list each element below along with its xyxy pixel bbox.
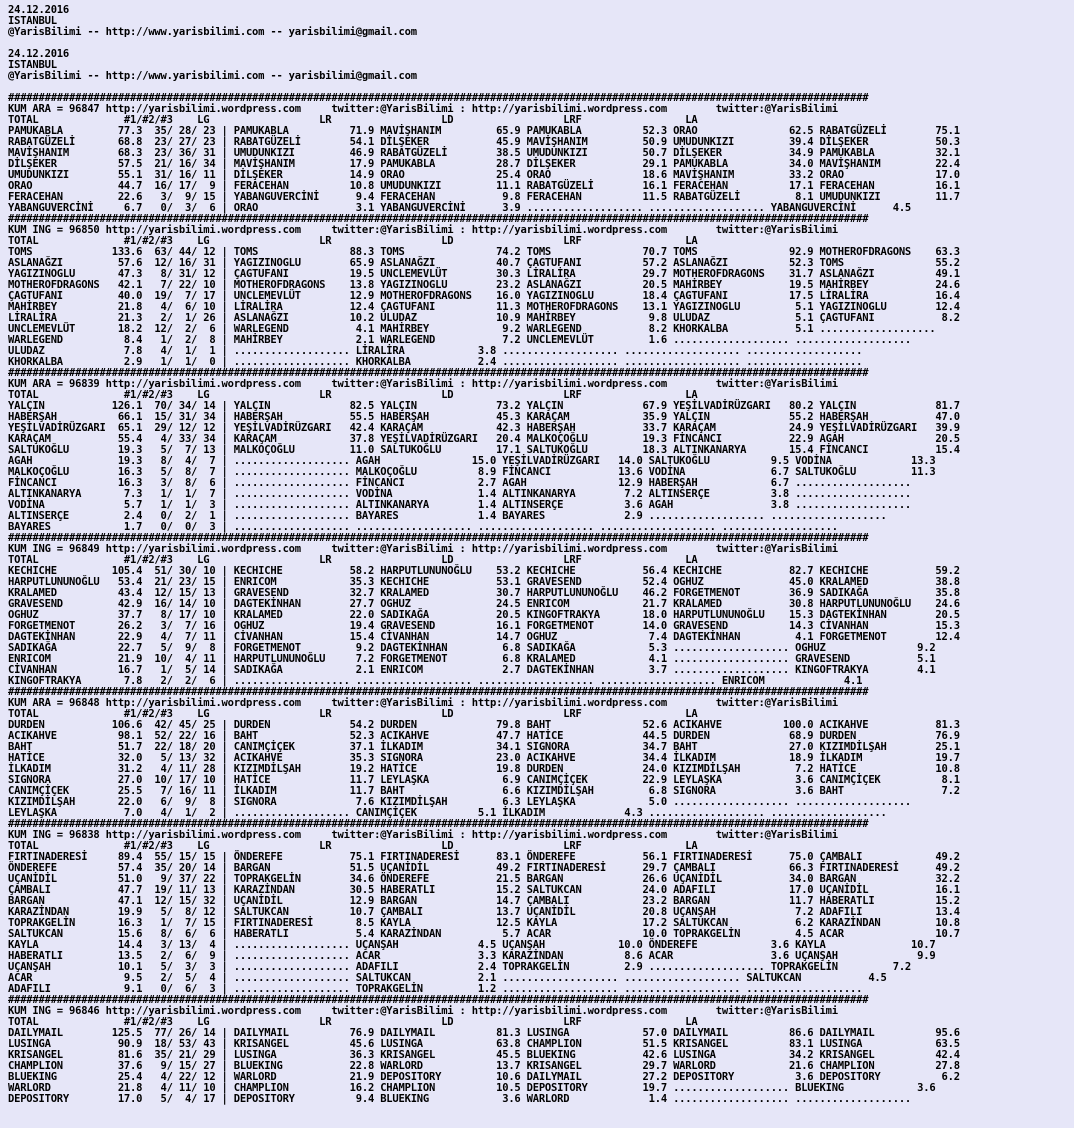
result-row: KRALAMED 43.4 12/ 15/ 13 | GRAVESEND 32.7 KRALAMED 30.7 HARPUTLUNUNOĞLU 46.2 FORGETMENOT 36.9 SADIKAĞA 35.8 <box>8 587 960 599</box>
result-row: KRISANGEL 81.6 35/ 21/ 29 | LUSINGA 36.3 KRISANGEL 45.5 BLUEKING 42.6 LUSINGA 34.2 KRISANGEL 42.4 <box>8 1049 960 1061</box>
result-row: FERACEHAN 22.6 3/ 9/ 15 | YABANGUVERCİNİ 9.4 FERACEHAN 9.8 FERACEHAN 11.5 RABATGÜZELİ 8.1 UMUDUNKIZI 11.7 <box>8 191 960 203</box>
report-contact: @YarisBilimi -- http://www.yarisbilimi.com -- yarisbilimi@gmail.com <box>8 26 417 38</box>
result-row: SALTUKOĞLU 19.3 5/ 7/ 13 | MALKOÇOĞLU 11.0 SALTUKOĞLU 17.1 SALTUKOĞLU 18.3 ALTINKANARYA 15.4 FİNCANCI 15.4 <box>8 444 960 456</box>
result-row: ALTINSERÇE 2.4 0/ 2/ 1 | ................... BAYARES 1.4 BAYARES 2.9 ................... ................... <box>8 510 887 522</box>
section-separator: ############################################################################################################################################# <box>8 92 869 104</box>
result-row: HABERATLI 13.5 2/ 6/ 9 | ................... ACAR 3.3 KARAZİNDAN 8.6 ACAR 3.6 UÇANŞAH 9.9 <box>8 950 936 962</box>
result-row: UNCLEMEVLÜT 18.2 12/ 2/ 6 | WARLEGEND 4.1 MAHİRBEY 9.2 WARLEGEND 8.2 KHORKALBA 5.1 ................... <box>8 323 936 335</box>
result-row: RABATGÜZELİ 68.8 23/ 27/ 23 | RABATGÜZELİ 54.1 DİLŞEKER 45.9 MAVİŞHANIM 50.9 UMUDUNKIZI 39.4 DİLŞEKER 50.3 <box>8 136 960 148</box>
result-row: WARLORD 21.8 4/ 11/ 10 | CHAMPLION 16.2 CHAMPLION 10.5 DEPOSITORY 19.7 ................... BLUEKING 3.6 <box>8 1082 936 1094</box>
column-header: TOTAL #1/#2/#3 LG LR LD LRF LA <box>8 554 698 566</box>
result-row: DİLŞEKER 57.5 21/ 16/ 34 | MAVİŞHANIM 17.9 PAMUKABLA 28.7 DİLŞEKER 29.1 PAMUKABLA 34.0 MAVİŞHANIM 22.4 <box>8 158 960 170</box>
result-row: ORAO 44.7 16/ 17/ 9 | FERACEHAN 10.8 UMUDUNKIZI 11.1 RABATGÜZELİ 16.1 FERACEHAN 17.1 FERACEHAN 16.1 <box>8 180 960 192</box>
report-contact: @YarisBilimi -- http://www.yarisbilimi.com -- yarisbilimi@gmail.com <box>8 70 417 82</box>
section-separator: ############################################################################################################################################# <box>8 818 869 830</box>
result-row: FIRTINADERESİ 89.4 55/ 15/ 15 | ÖNDEREFE 75.1 FIRTINADERESİ 83.1 ÖNDEREFE 56.1 FIRTINADERESİ 75.0 ÇAMBALI 49.2 <box>8 851 960 863</box>
result-row: BAYARES 1.7 0/ 0/ 3 | ................... ................... ................... ................... ................... <box>8 521 838 533</box>
result-row: TOPRAKGELİN 16.3 1/ 7/ 15 | FIRTINADERESİ 8.5 KAYLA 12.5 KAYLA 17.2 SALTUKCAN 6.2 KARAZİNDAN 10.8 <box>8 917 960 929</box>
result-row: UÇANŞAH 10.1 5/ 3/ 3 | ................... ADAFILI 2.4 TOPRAKGELİN 2.9 ................... TOPRAKGELİN 7.2 <box>8 961 912 973</box>
result-row: PAMUKABLA 77.3 35/ 28/ 23 | PAMUKABLA 71.9 MAVİŞHANIM 65.9 PAMUKABLA 52.3 ORAO 62.5 RABATGÜZELİ 75.1 <box>8 125 960 137</box>
report-date: 24.12.2016 <box>8 4 70 16</box>
column-header: TOTAL #1/#2/#3 LG LR LD LRF LA <box>8 840 698 852</box>
result-row: FİNCANCI 16.3 3/ 8/ 6 | ................... FİNCANCI 2.7 AGAH 12.9 HABERŞAH 6.7 ................... <box>8 477 912 489</box>
result-row: CHAMPLION 37.6 9/ 15/ 27 | BLUEKING 22.8 WARLORD 13.7 KRISANGEL 29.7 WARLORD 21.6 CHAMPLION 27.8 <box>8 1060 960 1072</box>
race-header: KUM ARA = 96847 http://yarisbilimi.wordpress.com twitter:@YarisBilimi : http://yarisbilimi.wordpress.com twitter:@YarisBilimi <box>8 103 838 115</box>
result-row: DAGTEKİNHAN 22.9 4/ 7/ 11 | CİVANHAN 15.4 CİVANHAN 14.7 OGHUZ 7.4 DAGTEKİNHAN 4.1 FORGETMENOT 12.4 <box>8 631 960 643</box>
section-separator: ############################################################################################################################################# <box>8 367 869 379</box>
result-row: DURDEN 106.6 42/ 45/ 25 | DURDEN 54.2 DURDEN 79.8 BAHT 52.6 ACIKAHVE 100.0 ACIKAHVE 81.3 <box>8 719 960 731</box>
result-row: KARAÇAM 55.4 4/ 33/ 34 | KARAÇAM 37.8 YEŞİLVADİRÜZGARI 20.4 MALKOÇOĞLU 19.3 FİNCANCI 22.9 AGAH 20.5 <box>8 433 960 445</box>
result-row: WARLEGEND 8.4 1/ 2/ 8 | MAHİRBEY 2.1 WARLEGEND 7.2 UNCLEMEVLÜT 1.6 ................... ................... <box>8 334 912 346</box>
report-date: 24.12.2016 <box>8 48 70 60</box>
result-row: SALTUKCAN 15.6 8/ 6/ 6 | HABERATLI 5.4 KARAZİNDAN 5.7 ACAR 10.0 TOPRAKGELİN 4.5 ACAR 10.7 <box>8 928 960 940</box>
race-header: KUM ING = 96849 http://yarisbilimi.wordpress.com twitter:@YarisBilimi : http://yarisbilimi.wordpress.com twitter:@YarisBilimi <box>8 543 838 555</box>
result-row: VODİNA 5.7 1/ 1/ 3 | ................... ALTINKANARYA 1.4 ALTINSERÇE 3.6 AGAH 3.8 ................... <box>8 499 912 511</box>
result-row: LUSINGA 90.9 18/ 53/ 43 | KRISANGEL 45.6 LUSINGA 63.8 CHAMPLION 51.5 KRISANGEL 83.1 LUSINGA 63.5 <box>8 1038 960 1050</box>
result-row: KAYLA 14.4 3/ 13/ 4 | ................... UÇANŞAH 4.5 UÇANŞAH 10.0 ÖNDEREFE 3.6 KAYLA 10.7 <box>8 939 936 951</box>
result-row: ACAR 9.5 2/ 5/ 4 | ................... SALTUKCAN 2.1 ................... ................... SALTUKCAN 4.5 <box>8 972 887 984</box>
result-row: ACIKAHVE 98.1 52/ 22/ 16 | BAHT 52.3 ACIKAHVE 47.7 HATİCE 44.5 DURDEN 68.9 DURDEN 76.9 <box>8 730 960 742</box>
result-row: BLUEKING 25.4 4/ 22/ 12 | WARLORD 21.9 DEPOSITORY 10.6 DAILYMAIL 27.2 DEPOSITORY 3.6 DEPOSITORY 6.2 <box>8 1071 960 1083</box>
result-row: MOTHEROFDRAGONS 42.1 7/ 22/ 10 | MOTHEROFDRAGONS 13.8 YAGIZINOGLU 23.2 ASLANAĞZI 20.5 MAHİRBEY 19.5 MAHİRBEY 24.6 <box>8 279 960 291</box>
result-row: HATİCE 32.0 5/ 13/ 32 | ACIKAHVE 35.3 SIGNORA 23.0 ACIKAHVE 34.4 İLKADIM 18.9 İLKADIM 19.7 <box>8 752 960 764</box>
result-row: SADIKAĞA 22.7 5/ 9/ 8 | FORGETMENOT 9.2 DAGTEKİNHAN 6.8 SADIKAĞA 5.3 ................... OGHUZ 9.2 <box>8 642 936 654</box>
result-row: İLKADIM 31.2 4/ 11/ 28 | KIZIMDİLŞAH 19.2 HATİCE 19.8 DURDEN 24.0 KIZIMDİLŞAH 7.2 HATİCE 10.8 <box>8 763 960 775</box>
result-row: ADAFILI 9.1 0/ 6/ 3 | ................... TOPRAKGELİN 1.2 ................... ................... ................... <box>8 983 863 995</box>
result-row: AGAH 19.3 8/ 4/ 7 | ................... AGAH 15.0 YEŞİLVADİRÜZGARI 14.0 SALTUKOĞLU 9.5 VODİNA 13.3 <box>8 455 936 467</box>
result-row: ASLANAĞZI 57.6 12/ 16/ 31 | YAGIZINOGLU 65.9 ASLANAĞZI 40.7 ÇAGTUFANI 57.2 ASLANAĞZI 52.3 TOMS 55.2 <box>8 257 960 269</box>
report-city: ISTANBUL <box>8 59 57 71</box>
column-header: TOTAL #1/#2/#3 LG LR LD LRF LA <box>8 1016 698 1028</box>
section-separator: ############################################################################################################################################# <box>8 213 869 225</box>
result-row: YALÇIN 126.1 70/ 34/ 14 | YALÇIN 82.5 YALÇIN 73.2 YALÇIN 67.9 YEŞİLVADİRÜZGARI 80.2 YALÇIN 81.7 <box>8 400 960 412</box>
result-row: ULUDAZ 7.8 4/ 1/ 1 | ................... LİRALİRA 3.8 ................... ................... ................... <box>8 345 863 357</box>
result-row: MALKOÇOĞLU 16.3 5/ 8/ 7 | ................... MALKOÇOĞLU 8.9 FİNCANCI 13.6 VODİNA 6.7 SALTUKOĞLU 11.3 <box>8 466 936 478</box>
result-row: YABANGUVERCİNİ 6.7 0/ 3/ 6 | ORAO 3.1 YABANGUVERCİNİ 3.9 ................... ................... YABANGUVERCİNİ 4.5 <box>8 202 912 214</box>
race-header: KUM ARA = 96839 http://yarisbilimi.wordpress.com twitter:@YarisBilimi : http://yarisbilimi.wordpress.com twitter:@YarisBilimi <box>8 378 838 390</box>
section-separator: ############################################################################################################################################# <box>8 532 869 544</box>
column-header: TOTAL #1/#2/#3 LG LR LD LRF LA <box>8 114 698 126</box>
result-row: UÇANİDİL 51.0 9/ 37/ 22 | TOPRAKGELİN 34.6 ÖNDEREFE 21.5 BARGAN 26.6 UÇANİDİL 34.0 BARGAN 32.2 <box>8 873 960 885</box>
result-row: HABERŞAH 66.1 15/ 31/ 34 | HABERŞAH 55.5 HABERŞAH 45.3 KARAÇAM 35.9 YALÇIN 55.2 HABERŞAH 47.0 <box>8 411 960 423</box>
result-row: MAVİŞHANIM 68.3 23/ 36/ 31 | UMUDUNKIZI 46.9 RABATGÜZELİ 38.5 UMUDUNKIZI 50.7 DİLŞEKER 34.9 PAMUKABLA 32.1 <box>8 147 960 159</box>
race-header: KUM ING = 96838 http://yarisbilimi.wordpress.com twitter:@YarisBilimi : http://yarisbilimi.wordpress.com twitter:@YarisBilimi <box>8 829 838 841</box>
result-row: FORGETMENOT 26.2 3/ 7/ 16 | OGHUZ 19.4 GRAVESEND 16.1 FORGETMENOT 14.0 GRAVESEND 14.3 CİVANHAN 15.3 <box>8 620 960 632</box>
column-header: TOTAL #1/#2/#3 LG LR LD LRF LA <box>8 235 698 247</box>
result-row: OGHUZ 37.7 8/ 17/ 10 | KRALAMED 22.0 SADIKAĞA 20.5 KINGOFTRAKYA 18.0 HARPUTLUNUNOĞLU 15.3 DAGTEKİNHAN 20.5 <box>8 609 960 621</box>
result-row: ÇAMBALI 47.7 19/ 11/ 13 | KARAZİNDAN 30.5 HABERATLI 15.2 SALTUKCAN 24.0 ADAFILI 17.0 UÇANİDİL 16.1 <box>8 884 960 896</box>
race-header: KUM ING = 96850 http://yarisbilimi.wordpress.com twitter:@YarisBilimi : http://yarisbilimi.wordpress.com twitter:@YarisBilimi <box>8 224 838 236</box>
result-row: ALTINKANARYA 7.3 1/ 1/ 7 | ................... VODİNA 1.4 ALTINKANARYA 7.2 ALTINSERÇE 3.8 ................... <box>8 488 912 500</box>
result-row: KARAZİNDAN 19.9 5/ 8/ 12 | SALTUKCAN 10.7 ÇAMBALI 13.7 UÇANİDİL 20.8 UÇANŞAH 7.2 ADAFILI 13.4 <box>8 906 960 918</box>
result-row: DAILYMAIL 125.5 77/ 26/ 14 | DAILYMAIL 76.9 DAILYMAIL 81.3 LUSINGA 57.0 DAILYMAIL 86.6 DAILYMAIL 95.6 <box>8 1027 960 1039</box>
result-row: KECHICHE 105.4 51/ 30/ 10 | KECHICHE 58.2 HARPUTLUNUNOĞLU 53.2 KECHICHE 56.4 KECHICHE 82.7 KECHICHE 59.2 <box>8 565 960 577</box>
result-row: ENRICOM 21.9 10/ 4/ 11 | HARPUTLUNUNOĞLU 7.2 FORGETMENOT 6.8 KRALAMED 4.1 ................... GRAVESEND 5.1 <box>8 653 936 665</box>
section-separator: ############################################################################################################################################# <box>8 994 869 1006</box>
section-separator: ############################################################################################################################################# <box>8 686 869 698</box>
result-row: MAHİRBEY 21.8 4/ 6/ 10 | LİRALİRA 12.4 ÇAGTUFANI 11.3 MOTHEROFDRAGONS 13.1 YAGIZINOGLU 5.1 YAGIZINOGLU 12.4 <box>8 301 960 313</box>
result-row: YAGIZINOGLU 47.3 8/ 31/ 12 | ÇAGTUFANI 19.5 UNCLEMEVLÜT 30.3 LİRALİRA 29.7 MOTHEROFDRAGONS 31.7 ASLANAĞZI 49.1 <box>8 268 960 280</box>
result-row: GRAVESEND 42.9 16/ 14/ 10 | DAGTEKİNHAN 27.7 OGHUZ 24.5 ENRICOM 21.7 KRALAMED 30.8 HARPUTLUNUNOĞLU 24.6 <box>8 598 960 610</box>
result-row: BAHT 51.7 22/ 18/ 20 | CANIMÇİÇEK 37.1 İLKADIM 34.1 SIGNORA 34.7 BAHT 27.0 KIZIMDİLŞAH 25.1 <box>8 741 960 753</box>
result-row: LEYLAŞKA 7.0 4/ 1/ 2 | ................... CANIMÇİÇEK 5.1 İLKADIM 4.3 ................... ................... <box>8 807 887 819</box>
race-header: KUM ING = 96846 http://yarisbilimi.wordpress.com twitter:@YarisBilimi : http://yarisbilimi.wordpress.com twitter:@YarisBilimi <box>8 1005 838 1017</box>
result-row: BARGAN 47.1 12/ 15/ 32 | UÇANİDİL 12.9 BARGAN 14.7 ÇAMBALI 23.2 BARGAN 11.7 HABERATLI 15.2 <box>8 895 960 907</box>
result-row: TOMS 133.6 63/ 44/ 12 | TOMS 88.3 TOMS 74.2 TOMS 70.7 TOMS 92.9 MOTHEROFDRAGONS 63.3 <box>8 246 960 258</box>
result-row: CANIMÇİÇEK 25.5 7/ 16/ 11 | İLKADIM 11.7 BAHT 6.6 KIZIMDİLŞAH 6.8 SIGNORA 3.6 BAHT 7.2 <box>8 785 960 797</box>
result-row: HARPUTLUNUNOĞLU 53.4 21/ 23/ 15 | ENRICOM 35.3 KECHICHE 53.1 GRAVESEND 52.4 OGHUZ 45.0 KRALAMED 38.8 <box>8 576 960 588</box>
column-header: TOTAL #1/#2/#3 LG LR LD LRF LA <box>8 708 698 720</box>
race-header: KUM ARA = 96848 http://yarisbilimi.wordpress.com twitter:@YarisBilimi : http://yarisbilimi.wordpress.com twitter:@YarisBilimi <box>8 697 838 709</box>
column-header: TOTAL #1/#2/#3 LG LR LD LRF LA <box>8 389 698 401</box>
result-row: LİRALİRA 21.3 2/ 1/ 26 | ASLANAĞZI 10.2 ULUDAZ 10.9 MAHİRBEY 9.8 ULUDAZ 5.1 ÇAGTUFANI 8.2 <box>8 312 960 324</box>
result-row: KIZIMDİLŞAH 22.0 6/ 9/ 8 | SIGNORA 7.6 KIZIMDİLŞAH 6.3 LEYLAŞKA 5.0 ................... ................... <box>8 796 912 808</box>
result-row: UMUDUNKIZI 55.1 31/ 16/ 11 | DİLŞEKER 14.9 ORAO 25.4 ORAO 18.6 MAVİŞHANIM 33.2 ORAO 17.0 <box>8 169 960 181</box>
report-city: ISTANBUL <box>8 15 57 27</box>
result-row: SIGNORA 27.0 10/ 17/ 10 | HATİCE 11.7 LEYLAŞKA 6.9 CANIMÇİÇEK 22.9 LEYLAŞKA 3.6 CANIMÇİÇEK 8.1 <box>8 774 960 786</box>
result-row: ÖNDEREFE 57.4 35/ 20/ 14 | BARGAN 51.5 UÇANİDİL 49.2 FIRTINADERESİ 29.7 ÇAMBALI 66.3 FIRTINADERESİ 49.2 <box>8 862 960 874</box>
result-row: YEŞİLVADİRÜZGARI 65.1 29/ 12/ 12 | YEŞİLVADİRÜZGARI 42.4 KARAÇAM 42.3 HABERŞAH 33.7 KARAÇAM 24.9 YEŞİLVADİRÜZGARI 39.9 <box>8 422 960 434</box>
result-row: DEPOSITORY 17.0 5/ 4/ 17 | DEPOSITORY 9.4 BLUEKING 3.6 WARLORD 1.4 ................... ................... <box>8 1093 912 1105</box>
result-row: KINGOFTRAKYA 7.8 2/ 2/ 6 | ................... ................... ................... ................... ENRICOM 4.1 <box>8 675 863 687</box>
result-row: KHORKALBA 2.9 1/ 1/ 0 | ................... KHORKALBA 2.4 ................... ................... ................... <box>8 356 863 368</box>
result-row: ÇAGTUFANI 40.0 19/ 7/ 17 | UNCLEMEVLÜT 12.9 MOTHEROFDRAGONS 16.0 YAGIZINOGLU 18.4 ÇAGTUFANI 17.5 LİRALİRA 16.4 <box>8 290 960 302</box>
result-row: CİVANHAN 16.7 1/ 5/ 14 | SADIKAĞA 2.1 ENRICOM 2.7 DAGTEKİNHAN 3.7 ................... KINGOFTRAKYA 4.1 <box>8 664 936 676</box>
